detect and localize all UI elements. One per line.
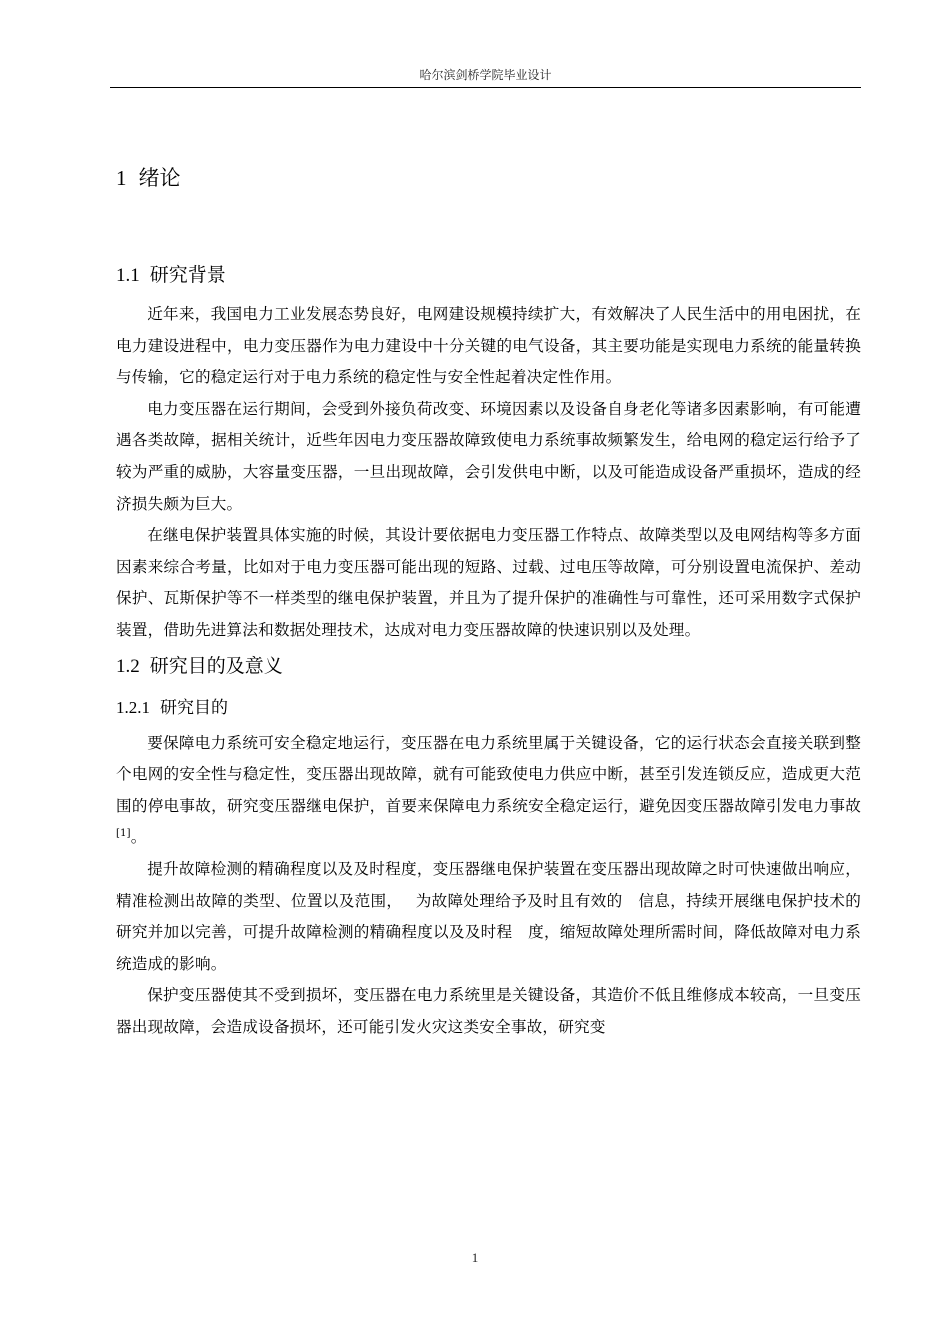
paragraph	[116, 728, 861, 854]
chapter-number: 1	[116, 166, 127, 190]
subsection-heading	[116, 690, 861, 726]
chapter-heading	[116, 158, 861, 198]
paragraph-text: 要保障电力系统可安全稳定地运行，变压器在电力系统里属于关键设备，它的运行状态会直接关联到整个电网的安全性与稳定性，变压器出现故障，就有可能致使电力供应中断，甚至引发连锁反应，造成更大范围的停电事故，研究变压器继电保护，首要来保障电力系统安全稳定运行，避免因变压器故障引发电力事故	[116, 733, 861, 815]
paragraph: 保护变压器使其不受到损坏，变压器在电力系统里是关键设备，其造价不低且维修成本较高，一旦变压器出现故障，会造成设备损坏，还可能引发火灾这类安全事故，研究变	[116, 986, 861, 1036]
paragraph: 提升故障检测的精确程度以及及时程度，变压器继电保护装置在变压器出现故障之时可快速做出响应，精准检测出故障的类型、位置以及范围， 为故障处理给予及时且有效的 信息，持续开展继电保护技术的研究并加以完善，可提升故障检测的精确程度以及及时程 度，缩短故障处理所需时间，降低故障对电力系统造成的影响。	[116, 859, 861, 973]
section-heading	[116, 256, 861, 295]
section-title: 研究目的及意义	[149, 654, 283, 677]
subsection-title: 研究目的	[160, 697, 228, 718]
section-title: 研究背景	[149, 264, 226, 286]
page-content	[116, 158, 861, 1043]
paragraph: 电力变压器在运行期间，会受到外接负荷改变、环境因素以及设备自身老化等诸多因素影响，有可能遭遇各类故障，据相关统计，近些年因电力变压器故障致使电力系统事故频繁发生，给电网的稳定运行给予了较为严重的威胁，大容量变压器，一旦出现故障，会引发供电中断，以及可能造成设备严重损坏，造成的经济损失颇为巨大。	[116, 399, 861, 513]
chapter-title: 绪论	[138, 166, 181, 190]
section-number: 1.2	[116, 655, 140, 677]
running-header: 哈尔滨剑桥学院毕业设计	[419, 68, 552, 82]
section-number: 1.1	[116, 265, 140, 286]
paragraph: 在继电保护装置具体实施的时候，其设计要依据电力变压器工作特点、故障类型以及电网结构等多方面因素来综合考量，比如对于电力变压器可能出现的短路、过载、过电压等故障，可分别设置电流保护、差动保护、瓦斯保护等不一样类型的继电保护装置，并且为了提升保护的准确性与可靠性，还可采用数字式保护装置，借助先进算法和数据处理技术，达成对电力变压器故障的快速识别以及处理。	[116, 526, 861, 639]
citation-ref[interactable]: [1]	[116, 828, 131, 840]
section-heading	[116, 647, 861, 686]
paragraph: 近年来，我国电力工业发展态势良好，电网建设规模持续扩大，有效解决了人民生活中的用电困扰，在电力建设进程中，电力变压器作为电力建设中十分关键的电气设备，其主要功能是实现电力系统的能量转换与传输，它的稳定运行对于电力系统的稳定性与安全性起着决定性作用。	[116, 305, 861, 387]
page-number: 1	[471, 1250, 479, 1265]
paragraph-end: 。	[130, 828, 147, 847]
subsection-number: 1.2.1	[116, 697, 150, 717]
header-divider	[110, 87, 861, 88]
